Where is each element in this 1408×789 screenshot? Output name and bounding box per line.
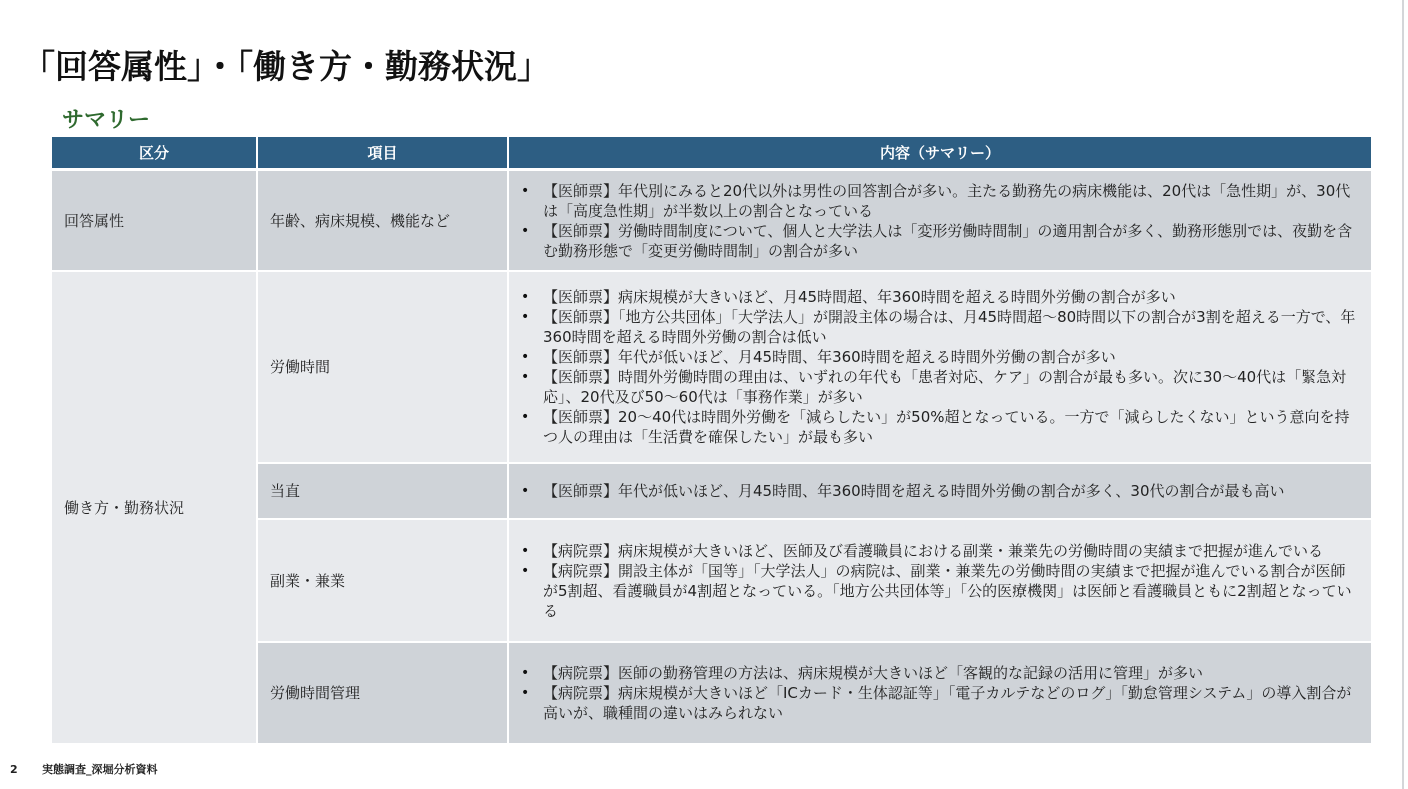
item-cell: 当直 [258,464,509,520]
content-cell [509,171,1371,272]
bullet-list [519,541,1357,621]
bullet-list [519,287,1357,447]
document-name: 実態調査_深堀分析資料 [42,763,158,776]
item-cell: 副業・兼業 [258,520,509,643]
bullet-item: • 【医師票】病床規模が大きいほど、月45時間超、年360時間を超える時間外労働の割合が多い [519,287,1357,307]
bullet-item: • 【医師票】年代別にみると20代以外は男性の回答割合が多い。主たる勤務先の病床機能は、20代は「急性期」が、30代は「高度急性期」が半数以上の割合となっている [519,181,1357,221]
item-cell: 労働時間 [258,272,509,464]
item-cell: 年齢、病床規模、機能など [258,171,509,272]
bullet-item: • 【医師票】労働時間制度について、個人と大学法人は「変形労働時間制」の適用割合が多く、勤務形態別では、夜勤を含む勤務形態で「変更労働時間制」の割合が多い [519,221,1357,261]
category-cell: 働き方・勤務状況 [52,272,258,745]
category-cell: 回答属性 [52,171,258,272]
bullet-item: • 【医師票】年代が低いほど、月45時間、年360時間を超える時間外労働の割合が多い [519,347,1357,367]
page-number: 2 [10,763,18,776]
bullet-item: • 【病院票】病床規模が大きいほど「ICカード・生体認証等」「電子カルテなどのログ」「勤怠管理システム」の導入割合が高いが、職種間の違いはみられない [519,683,1357,723]
content-cell [509,272,1371,464]
section-label: サマリー [62,108,151,133]
header-category: 区分 [52,137,258,171]
header-content: 内容（サマリー） [509,137,1371,171]
summary-table [52,137,1371,745]
table-header-row [52,137,1371,171]
bullet-item: • 【医師票】20～40代は時間外労働を「減らしたい」が50%超となっている。一方で「減らしたくない」という意向を持つ人の理由は「生活費を確保したい」が最も多い [519,407,1357,447]
footer [10,761,158,777]
table-row [52,171,1371,272]
bullet-item: • 【病院票】開設主体が「国等」「大学法人」の病院は、副業・兼業先の労働時間の実績まで把握が進んでいる割合が医師が5割超、看護職員が4割超となっている。「地方公共団体等」「公的医療機関」は医師と看護職員ともに2割超となっている [519,561,1357,621]
bullet-list [519,181,1357,261]
page-title: 「回答属性」・「働き方・勤務状況」 [22,47,550,86]
bullet-item: • 【医師票】時間外労働時間の理由は、いずれの年代も「患者対応、ケア」の割合が最も多い。次に30～40代は「緊急対応」、20代及び50～60代は「事務作業」が多い [519,367,1357,407]
bullet-item: • 【病院票】病床規模が大きいほど、医師及び看護職員における副業・兼業先の労働時間の実績まで把握が進んでいる [519,541,1357,561]
bullet-list [519,663,1357,723]
content-cell [509,643,1371,745]
slide-edge-divider [1402,0,1404,789]
header-item: 項目 [258,137,509,171]
bullet-item: • 【医師票】「地方公共団体」「大学法人」が開設主体の場合は、月45時間超～80時間以下の割合が3割を超える一方で、年360時間を超える時間外労働の割合は低い [519,307,1357,347]
table-row [52,272,1371,464]
bullet-item: • 【医師票】年代が低いほど、月45時間、年360時間を超える時間外労働の割合が多く、30代の割合が最も高い [519,481,1357,501]
item-cell: 労働時間管理 [258,643,509,745]
content-cell [509,520,1371,643]
bullet-item: • 【病院票】医師の勤務管理の方法は、病床規模が大きいほど「客観的な記録の活用に管理」が多い [519,663,1357,683]
content-cell [509,464,1371,520]
bullet-list [519,481,1357,501]
